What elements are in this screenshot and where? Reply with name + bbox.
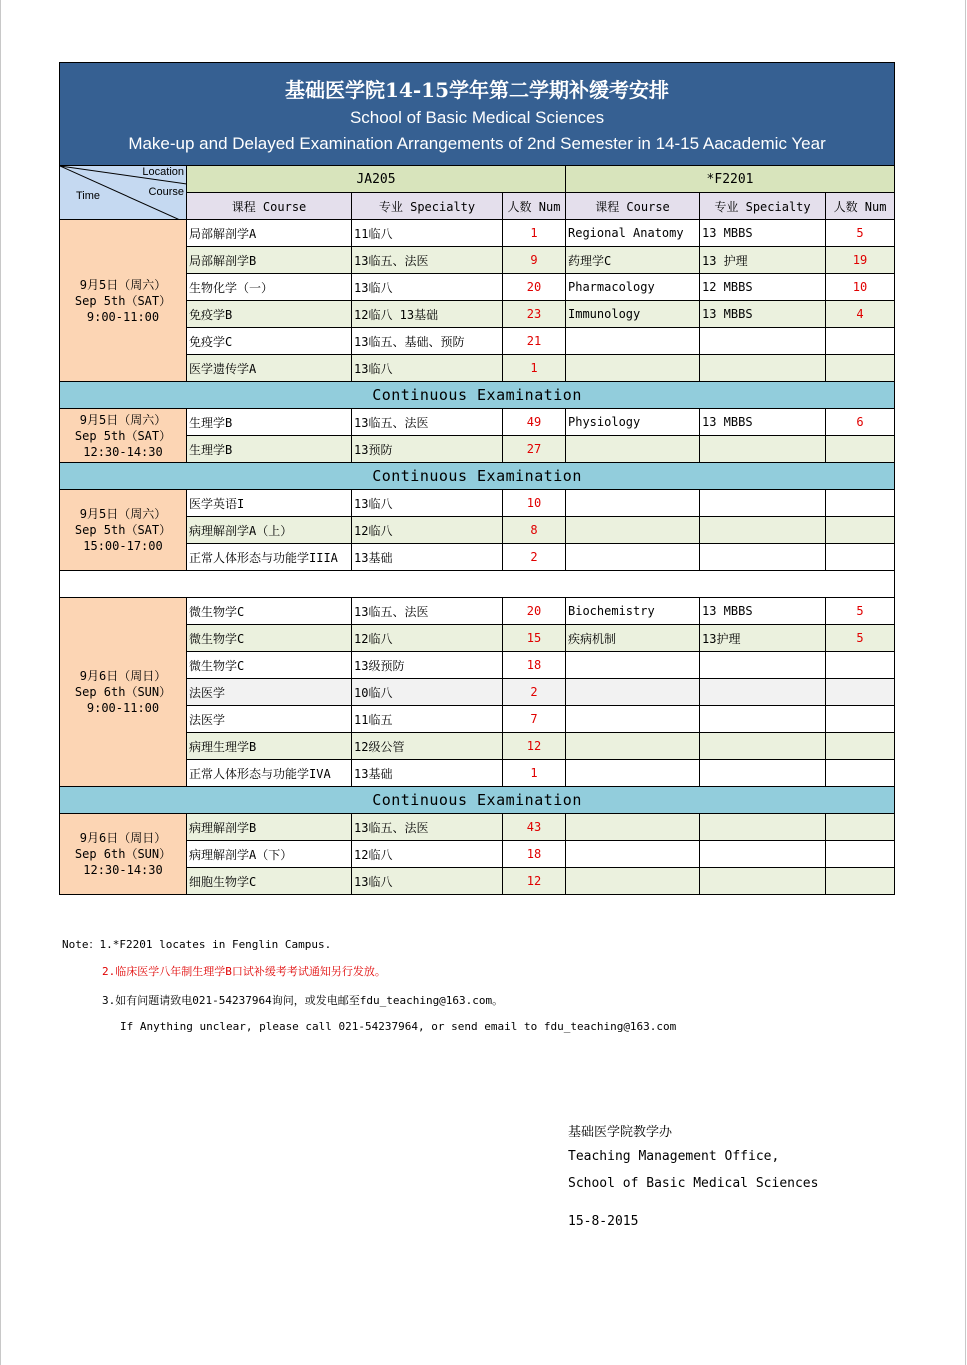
time-date-cn: 9月6日（周日） xyxy=(79,669,167,683)
specialty-cell: 13临八 xyxy=(352,274,503,301)
course-cell: 生理学B xyxy=(187,409,352,436)
num-cell xyxy=(826,544,895,571)
specialty-cell xyxy=(700,544,826,571)
page-border-right xyxy=(965,0,966,1365)
title-row xyxy=(60,63,895,166)
specialty-cell: 13 MBBS xyxy=(700,301,826,328)
course-cell: Immunology xyxy=(566,301,700,328)
num-cell: 5 xyxy=(826,625,895,652)
time-date-en: Sep 5th（SAT） xyxy=(74,428,172,443)
course-cell: 生物化学（一） xyxy=(187,274,352,301)
time-date-en: Sep 5th（SAT） xyxy=(74,523,172,537)
num-cell: 19 xyxy=(826,247,895,274)
num-cell: 6 xyxy=(826,409,895,436)
num-cell xyxy=(826,841,895,868)
time-date-cn: 9月5日（周六） xyxy=(79,507,167,521)
note-1: Note：1.*F2201 locates in Fenglin Campus. xyxy=(62,938,332,951)
num-cell xyxy=(826,733,895,760)
specialty-cell xyxy=(700,328,826,355)
num-cell: 10 xyxy=(503,490,566,517)
course-cell xyxy=(566,517,700,544)
specialty-cell xyxy=(700,733,826,760)
course-cell: 免疫学C xyxy=(187,328,352,355)
num-cell: 18 xyxy=(503,841,566,868)
time-date-cn: 9月5日（周六） xyxy=(79,412,167,427)
course-cell: 微生物学C xyxy=(187,652,352,679)
course-cell: 疾病机制 xyxy=(566,625,700,652)
page-border-left xyxy=(0,0,1,1365)
num-cell: 15 xyxy=(503,625,566,652)
continuous-examination-label: Continuous Examination xyxy=(60,463,895,490)
time-range: 9:00-11:00 xyxy=(86,701,160,715)
signature-school-en: School of Basic Medical Sciences xyxy=(568,1176,819,1191)
course-cell: 免疫学B xyxy=(187,301,352,328)
course-cell: 药理学C xyxy=(566,247,700,274)
specialty-cell xyxy=(700,814,826,841)
time-date-cn: 9月5日（周六） xyxy=(79,277,167,292)
course-cell: Pharmacology xyxy=(566,274,700,301)
title-english-1: School of Basic Medical Sciences xyxy=(349,108,605,127)
num-cell: 18 xyxy=(503,652,566,679)
specialty-cell: 13 MBBS xyxy=(700,409,826,436)
course-cell xyxy=(566,760,700,787)
course-cell xyxy=(566,814,700,841)
course-cell xyxy=(566,328,700,355)
num-cell: 5 xyxy=(826,220,895,247)
continuous-row xyxy=(60,787,895,814)
num-cell xyxy=(826,490,895,517)
title-chinese: 基础医学院14-15学年第二学期补缓考安排 xyxy=(285,78,670,102)
specialty-cell xyxy=(700,760,826,787)
specialty-cell: 13 MBBS xyxy=(700,220,826,247)
table-row xyxy=(60,409,895,436)
course-cell xyxy=(566,490,700,517)
time-slot xyxy=(60,409,187,463)
note-3: 3.如有问题请致电021-54237964询问，或发电邮至fdu_teaching@163.com。 xyxy=(102,994,504,1007)
course-cell: 法医学 xyxy=(187,679,352,706)
specialty-cell: 13基础 xyxy=(352,760,503,787)
specialty-cell: 13临五、法医 xyxy=(352,598,503,625)
specialty-cell xyxy=(700,355,826,382)
spacer-row xyxy=(60,571,895,598)
course-cell: Physiology xyxy=(566,409,700,436)
course-cell: 病理解剖学B xyxy=(187,814,352,841)
num-cell: 23 xyxy=(503,301,566,328)
course-cell: 局部解剖学B xyxy=(187,247,352,274)
corner-location-label: Location xyxy=(142,166,184,178)
num-cell: 2 xyxy=(503,679,566,706)
num-cell xyxy=(826,355,895,382)
course-cell: 生理学B xyxy=(187,436,352,463)
colhead-num-left: 人数 Num xyxy=(503,193,566,220)
time-slot xyxy=(60,220,187,382)
specialty-cell xyxy=(700,679,826,706)
specialty-cell: 13基础 xyxy=(352,544,503,571)
specialty-cell: 13 MBBS xyxy=(700,598,826,625)
time-slot xyxy=(60,598,187,787)
specialty-cell: 13临五、基础、预防 xyxy=(352,328,503,355)
course-cell: 微生物学C xyxy=(187,598,352,625)
course-cell: 医学遗传学A xyxy=(187,355,352,382)
course-cell: 正常人体形态与功能学IVA xyxy=(187,760,352,787)
num-cell: 12 xyxy=(503,733,566,760)
room-ja205: JA205 xyxy=(187,166,566,193)
time-date-en: Sep 5th（SAT） xyxy=(74,293,172,308)
course-cell: Regional Anatomy xyxy=(566,220,700,247)
specialty-cell: 12 MBBS xyxy=(700,274,826,301)
continuous-row xyxy=(60,382,895,409)
time-slot xyxy=(60,490,187,571)
num-cell: 1 xyxy=(503,355,566,382)
colhead-course-right: 课程 Course xyxy=(566,193,700,220)
table-row xyxy=(60,598,895,625)
course-cell: 医学英语I xyxy=(187,490,352,517)
num-cell: 8 xyxy=(503,517,566,544)
num-cell: 2 xyxy=(503,544,566,571)
course-cell: 细胞生物学C xyxy=(187,868,352,895)
specialty-cell: 13预防 xyxy=(352,436,503,463)
specialty-cell xyxy=(700,841,826,868)
colhead-course-left: 课程 Course xyxy=(187,193,352,220)
num-cell xyxy=(826,679,895,706)
time-date-en: Sep 6th（SUN） xyxy=(74,847,172,861)
specialty-cell: 11临八 xyxy=(352,220,503,247)
specialty-cell: 12临八 13基础 xyxy=(352,301,503,328)
title-cell xyxy=(60,63,895,166)
specialty-cell xyxy=(700,652,826,679)
room-f2201: *F2201 xyxy=(566,166,895,193)
note-2: 2.临床医学八年制生理学B口试补缓考考试通知另行发放。 xyxy=(102,965,386,978)
num-cell: 1 xyxy=(503,760,566,787)
specialty-cell xyxy=(700,706,826,733)
num-cell: 20 xyxy=(503,598,566,625)
num-cell xyxy=(826,814,895,841)
num-cell: 20 xyxy=(503,274,566,301)
specialty-cell: 13临八 xyxy=(352,355,503,382)
corner-time-label: Time xyxy=(76,190,101,202)
signature-office-en: Teaching Management Office, xyxy=(568,1149,780,1164)
spacer-cell xyxy=(60,571,895,598)
specialty-cell: 13护理 xyxy=(700,625,826,652)
course-cell: 法医学 xyxy=(187,706,352,733)
course-cell xyxy=(566,706,700,733)
course-cell xyxy=(566,841,700,868)
table-row xyxy=(60,490,895,517)
continuous-examination-label: Continuous Examination xyxy=(60,382,895,409)
specialty-cell: 13临八 xyxy=(352,490,503,517)
num-cell: 1 xyxy=(503,220,566,247)
note-4: If Anything unclear, please call 021-54237964, or send email to fdu_teaching@163.com xyxy=(120,1020,677,1033)
specialty-cell xyxy=(700,868,826,895)
colhead-specialty-right: 专业 Specialty xyxy=(700,193,826,220)
course-cell: 病理生理学B xyxy=(187,733,352,760)
num-cell: 27 xyxy=(503,436,566,463)
course-cell: Biochemistry xyxy=(566,598,700,625)
time-range: 15:00-17:00 xyxy=(83,539,163,553)
specialty-cell xyxy=(700,490,826,517)
corner-course-label: Course xyxy=(148,186,184,198)
time-range: 12:30-14:30 xyxy=(83,444,163,459)
course-cell: 微生物学C xyxy=(187,625,352,652)
num-cell xyxy=(826,436,895,463)
num-cell xyxy=(826,706,895,733)
specialty-cell: 12临八 xyxy=(352,841,503,868)
course-cell: 局部解剖学A xyxy=(187,220,352,247)
time-slot xyxy=(60,814,187,895)
title-english-2: Make-up and Delayed Examination Arrangements of 2nd Semester in 14-15 Aacademic Year xyxy=(128,134,826,153)
num-cell xyxy=(826,652,895,679)
continuous-row xyxy=(60,463,895,490)
course-cell xyxy=(566,652,700,679)
specialty-cell: 13临五、法医 xyxy=(352,409,503,436)
course-cell xyxy=(566,868,700,895)
num-cell: 4 xyxy=(826,301,895,328)
num-cell xyxy=(826,868,895,895)
specialty-cell: 13级预防 xyxy=(352,652,503,679)
specialty-cell: 13 护理 xyxy=(700,247,826,274)
num-cell: 10 xyxy=(826,274,895,301)
course-cell xyxy=(566,355,700,382)
course-cell: 病理解剖学A（上） xyxy=(187,517,352,544)
course-cell: 病理解剖学A（下） xyxy=(187,841,352,868)
num-cell: 12 xyxy=(503,868,566,895)
num-cell xyxy=(826,760,895,787)
specialty-cell: 12级公管 xyxy=(352,733,503,760)
num-cell: 43 xyxy=(503,814,566,841)
course-cell xyxy=(566,544,700,571)
course-cell xyxy=(566,679,700,706)
specialty-cell: 12临八 xyxy=(352,517,503,544)
signature-date: 15-8-2015 xyxy=(568,1214,639,1229)
course-cell: 正常人体形态与功能学IIIA xyxy=(187,544,352,571)
time-date-en: Sep 6th（SUN） xyxy=(74,685,172,699)
num-cell xyxy=(826,517,895,544)
specialty-cell xyxy=(700,436,826,463)
num-cell: 49 xyxy=(503,409,566,436)
table-row xyxy=(60,220,895,247)
table-row xyxy=(60,814,895,841)
course-cell xyxy=(566,733,700,760)
continuous-examination-label: Continuous Examination xyxy=(60,787,895,814)
num-cell: 21 xyxy=(503,328,566,355)
specialty-cell: 11临五 xyxy=(352,706,503,733)
colhead-num-right: 人数 Num xyxy=(826,193,895,220)
num-cell xyxy=(826,328,895,355)
num-cell: 5 xyxy=(826,598,895,625)
time-range: 12:30-14:30 xyxy=(83,863,163,877)
signature-office-cn: 基础医学院教学办 xyxy=(568,1125,673,1140)
specialty-cell: 13临五、法医 xyxy=(352,247,503,274)
num-cell: 7 xyxy=(503,706,566,733)
specialty-cell xyxy=(700,517,826,544)
specialty-cell: 13临八 xyxy=(352,868,503,895)
course-cell xyxy=(566,436,700,463)
corner-header xyxy=(60,166,187,220)
specialty-cell: 13临五、法医 xyxy=(352,814,503,841)
exam-schedule-table xyxy=(59,62,895,895)
time-range: 9:00-11:00 xyxy=(86,309,160,324)
time-date-cn: 9月6日（周日） xyxy=(79,831,167,845)
num-cell: 9 xyxy=(503,247,566,274)
colhead-specialty-left: 专业 Specialty xyxy=(352,193,503,220)
room-header-row xyxy=(60,166,895,193)
specialty-cell: 12临八 xyxy=(352,625,503,652)
specialty-cell: 10临八 xyxy=(352,679,503,706)
